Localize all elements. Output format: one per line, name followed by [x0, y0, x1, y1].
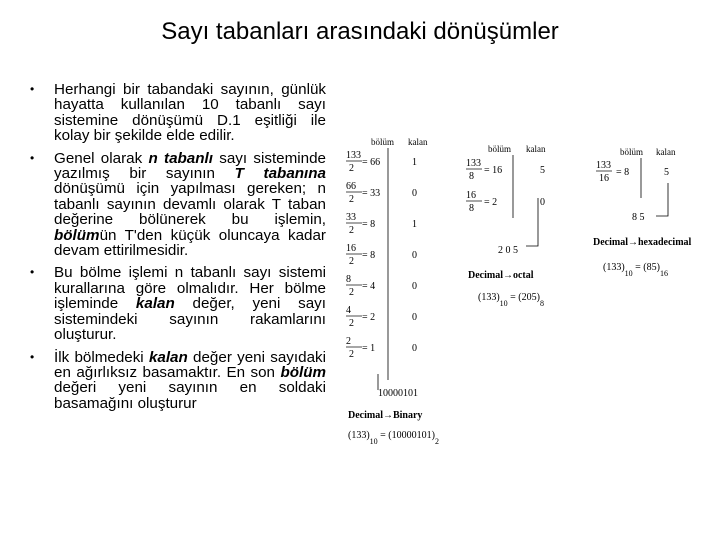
quotient: = 4 — [362, 281, 376, 292]
divisor: 16 — [599, 173, 609, 184]
divisor: 2 — [349, 163, 354, 174]
conversion-diagram — [338, 128, 718, 468]
emphasis-text: bölüm — [280, 363, 326, 381]
remainder: 1 — [412, 157, 417, 168]
bullet-item — [30, 151, 326, 259]
bolum-header: bölüm — [620, 147, 644, 157]
bullet-dot-icon: • — [30, 82, 35, 96]
slide-title: Sayı tabanları arasındaki dönüşümler — [161, 18, 559, 45]
bullet-text: ün T'den küçük oluncaya kadar devam ettirilmesidir. — [54, 226, 326, 260]
bullet-text: Bu bölme işlemi n tabanlı sayı sistemi kurallarına göre olmalıdır. Her bölme işleminde — [54, 264, 326, 313]
division-row — [346, 243, 417, 267]
dividend: 16 — [466, 190, 476, 201]
hex-conversion — [593, 147, 692, 278]
bullet-text: değeri yeni sayının en soldaki basamağını oluşturur — [54, 379, 326, 412]
division-row — [466, 158, 545, 182]
hex-arrow — [656, 183, 668, 216]
division-row — [466, 190, 545, 214]
division-row — [346, 336, 417, 360]
quotient: = 33 — [362, 188, 381, 199]
division-row — [346, 274, 417, 298]
bolum-header: bölüm — [488, 144, 512, 154]
divisor: 2 — [349, 287, 354, 298]
binary-label: Decimal→Binary — [348, 410, 423, 421]
octal-label: Decimal→octal — [468, 270, 534, 281]
bullet-text: dönüşümü için yapılması gereken; n tabanlı sayının devamlı olarak T taban değerine bölünerek bu işlemin, — [54, 180, 326, 229]
dividend: 16 — [346, 243, 356, 254]
division-row — [346, 212, 417, 236]
bullet-text: Genel olarak — [54, 149, 149, 167]
bullet-text: değer, yeni sayı sistemindeki sayının rakamlarını oluşturur. — [54, 295, 326, 344]
dividend: 133 — [466, 158, 481, 169]
divisor: 2 — [349, 194, 354, 205]
bullet-text: değer yeni sayıdaki en ağırlıksız basamaktır. En son — [54, 348, 326, 381]
remainder: 0 — [412, 312, 417, 323]
division-row — [596, 160, 669, 184]
divisor: 2 — [349, 349, 354, 360]
divisor: 2 — [349, 318, 354, 329]
bullet-list — [30, 82, 326, 418]
conversion-figure — [338, 128, 718, 468]
emphasis-text: kalan — [148, 348, 188, 366]
bullet-item — [30, 82, 326, 144]
remainder: 1 — [412, 219, 417, 230]
divisor: 8 — [469, 171, 474, 182]
dividend: 33 — [346, 212, 356, 223]
divisor: 2 — [349, 225, 354, 236]
dividend: 4 — [346, 305, 351, 316]
remainder: 5 — [664, 167, 669, 178]
hex-digits: 8 5 — [632, 212, 645, 223]
binary-conversion — [346, 137, 439, 446]
divisor: 2 — [349, 256, 354, 267]
divisor: 8 — [469, 203, 474, 214]
hex-equation: $(133)_{10} = (85)_{16}$ — [603, 262, 668, 278]
division-row — [346, 181, 417, 205]
octal-arrow — [526, 198, 538, 246]
quotient: = 8 — [362, 250, 376, 261]
kalan-header: kalan — [408, 137, 428, 147]
emphasis-text: kalan — [135, 295, 175, 313]
bullet-text: Herhangi bir tabandaki sayının, günlük hayatta kullanılan 10 tabanlı sayı sistemine dönüşümü D.1 eşitliği ile kolay bir şekilde elde edilir. — [54, 81, 326, 145]
remainder: 0 — [412, 188, 417, 199]
division-row — [346, 305, 417, 329]
binary-result: 10000101 — [378, 388, 418, 399]
quotient: = 16 — [484, 165, 503, 176]
octal-conversion — [466, 144, 546, 308]
division-row — [346, 150, 417, 174]
hex-label: Decimal→hexadecimal — [593, 237, 692, 248]
remainder: 0 — [412, 250, 417, 261]
dividend: 133 — [346, 150, 361, 161]
dividend: 2 — [346, 336, 351, 347]
emphasis-text: bölüm — [54, 226, 100, 244]
kalan-header: kalan — [526, 144, 546, 154]
quotient: = 66 — [362, 157, 381, 168]
bullet-text: sayı sisteminde yazılmış bir sayının — [54, 149, 326, 183]
bullet-text: İlk bölmedeki — [54, 348, 149, 366]
quotient: = 2 — [362, 312, 376, 323]
emphasis-text: T tabanına — [234, 165, 326, 183]
octal-digits: 2 0 5 — [498, 245, 518, 256]
quotient: = 1 — [362, 343, 376, 354]
dividend: 8 — [346, 274, 351, 285]
bullet-dot-icon: • — [30, 265, 35, 280]
remainder: 0 — [540, 197, 545, 208]
bullet-dot-icon: • — [30, 349, 35, 364]
emphasis-text: n tabanlı — [148, 149, 213, 167]
remainder: 0 — [412, 343, 417, 354]
bullet-item — [30, 350, 326, 412]
remainder: 0 — [412, 281, 417, 292]
octal-equation: $(133)_{10} = (205)_8$ — [478, 292, 544, 308]
bullet-item — [30, 265, 326, 342]
remainder: 5 — [540, 165, 545, 176]
binary-equation: $(133)_{10} = (10000101)_2$ — [348, 430, 439, 446]
kalan-header: kalan — [656, 147, 676, 157]
bolum-header: bölüm — [371, 137, 395, 147]
quotient: = 8 — [362, 219, 376, 230]
quotient: = 2 — [484, 197, 498, 208]
dividend: 133 — [596, 160, 611, 171]
quotient: = 8 — [616, 167, 630, 178]
bullet-dot-icon: • — [30, 150, 35, 165]
dividend: 66 — [346, 181, 356, 192]
